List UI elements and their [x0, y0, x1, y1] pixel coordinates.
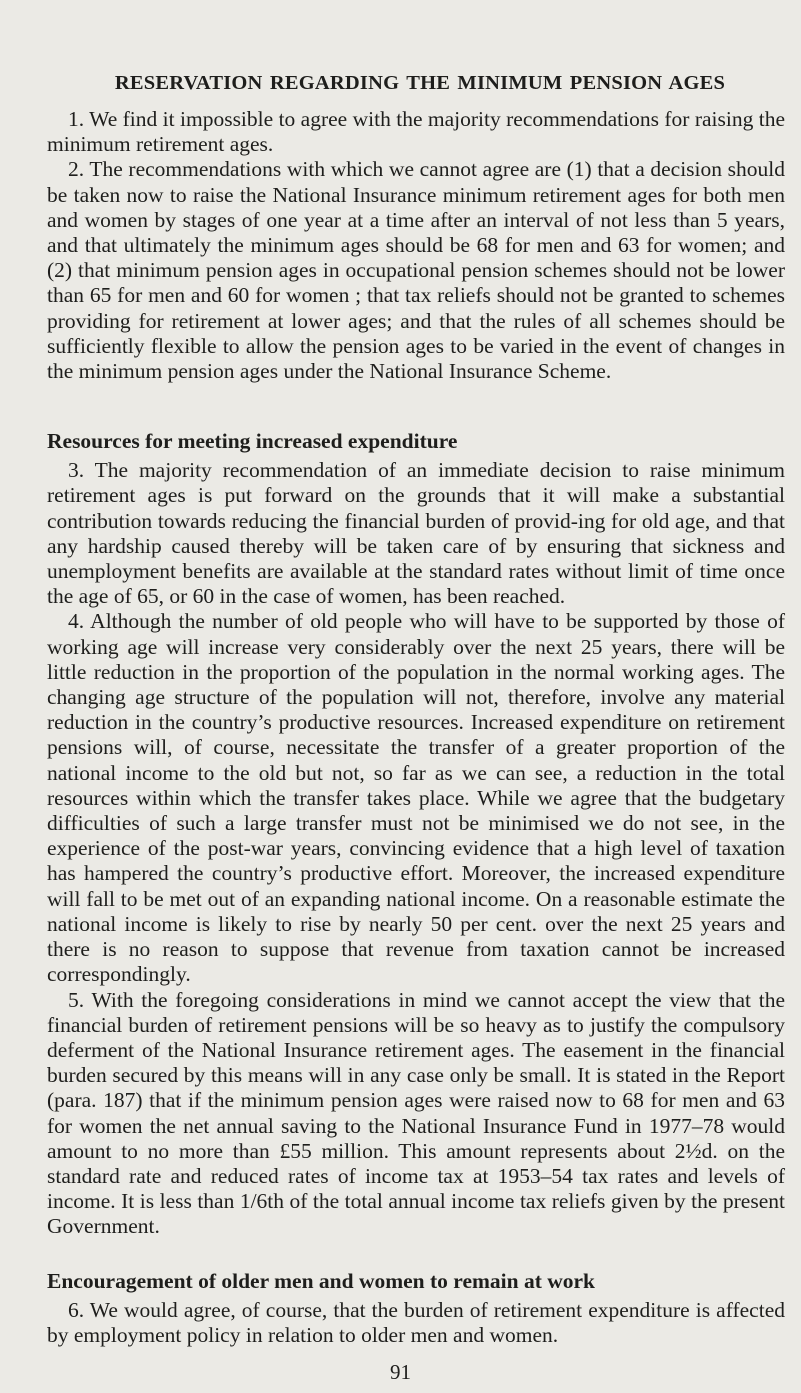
- paragraph-1: 1. We find it impossible to agree with the majority recommendations for raising the minimum retirement ages.: [47, 107, 785, 157]
- page-number: 91: [390, 1360, 411, 1384]
- page-title: RESERVATION REGARDING THE MINIMUM PENSION AGES: [114, 72, 726, 94]
- paragraph-6: 6. We would agree, of course, that the burden of retirement expenditure is affected by employment policy in relation to older men and women.: [47, 1297, 785, 1347]
- section-heading-encouragement: Encouragement of older men and women to remain at work: [47, 1268, 596, 1293]
- paragraph-5: 5. With the foregoing considerations in mind we cannot accept the view that the financial burden of retirement pensions will be so heavy as to justify the compulsory deferment of the National Insurance retirement ages. The easement in the financial burden secured by this means will in any case only be small. It is stated in the Report (para. 187) that if the minimum pension ages were raised now to 68 for men and 63 for women the net annual saving to the National Insurance Fund in 1977–78 would amount to no more than £55 million. This amount represents about 2½d. on the standard rate and reduced rates of income tax at 1953–54 tax rates and levels of income. It is less than 1/6th of the total annual income tax reliefs given by the present Government.: [47, 987, 785, 1239]
- document-page: [47, 72, 785, 1348]
- paragraph-2: 2. The recommendations with which we cannot agree are (1) that a decision should be taken now to raise the National Insurance minimum retirement ages for both men and women by stages of one year at a time after an interval of not less than 5 years, and that ultimately the minimum ages should be 68 for men and 63 for women; and (2) that minimum pension ages in occupational pension schemes should not be lower than 65 for men and 60 for women ; that tax reliefs should not be granted to schemes providing for retirement at lower ages; and that the rules of all schemes should be sufficiently flexible to allow the pension ages to be varied in the event of changes in the minimum pension ages under the National Insurance Scheme.: [47, 157, 785, 384]
- paragraph-3: 3. The majority recommendation of an immediate decision to raise minimum retirement ages is put forward on the grounds that it will make a substantial contribution towards reducing the financial burden of provid-ing for old age, and that any hardship caused thereby will be taken care of by ensuring that sickness and unemployment benefits are available at the standard rates without limit of time once the age of 65, or 60 in the case of women, has been reached.: [47, 458, 785, 609]
- paragraph-4: 4. Although the number of old people who will have to be supported by those of working age will increase very considerably over the next 25 years, there will be little reduction in the proportion of the population in the normal working ages. The changing age structure of the population will not, therefore, involve any material reduction in the country’s productive resources. Increased expenditure on retirement pensions will, of course, necessitate the transfer of a greater proportion of the national income to the old but not, so far as we can see, a reduction in the total resources within which the transfer takes place. While we agree that the budgetary difficulties of such a large transfer must not be minimised we do not see, in the experience of the post-war years, convincing evidence that a high level of taxation has hampered the country’s productive effort. Moreover, the increased expenditure will fall to be met out of an expanding national income. On a reasonable estimate the national income is likely to rise by nearly 50 per cent. over the next 25 years and there is no reason to suppose that revenue from taxation cannot be increased correspondingly.: [47, 609, 785, 987]
- section-heading-resources: Resources for meeting increased expenditure: [47, 429, 458, 454]
